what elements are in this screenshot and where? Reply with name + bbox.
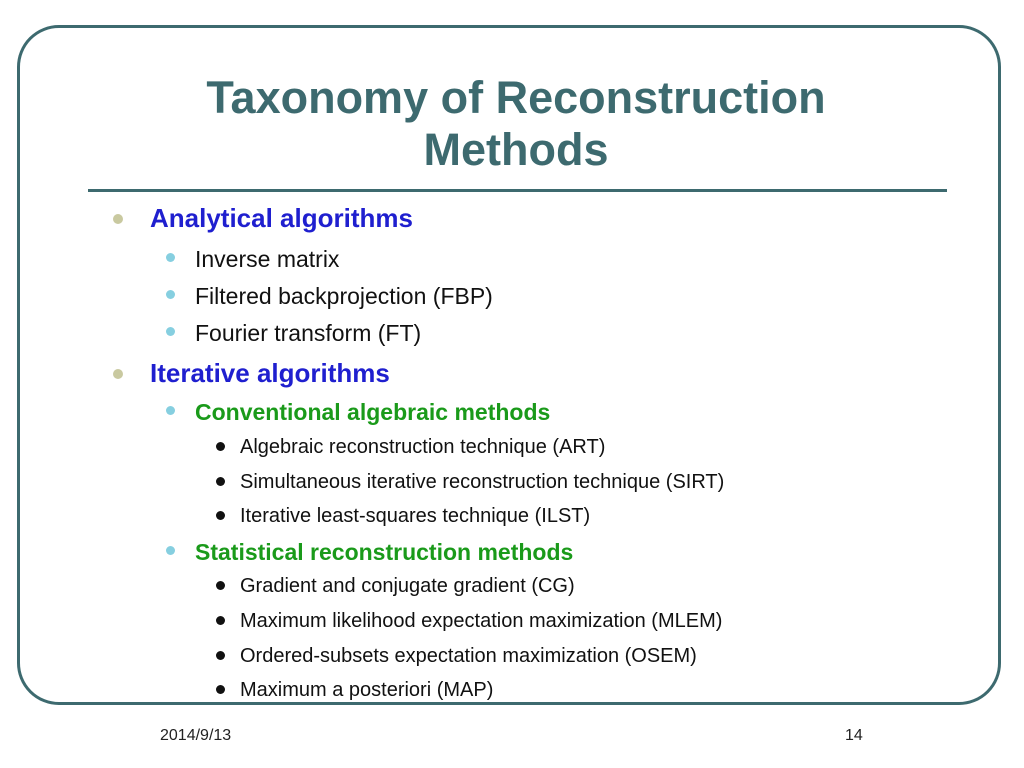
- bullet-dot-icon: [113, 214, 123, 224]
- slide-title-line-2: Methods: [423, 124, 609, 175]
- list-item-map: [240, 678, 493, 702]
- bullet-dot-icon: [166, 290, 175, 299]
- bullet-dot-icon: [216, 581, 225, 590]
- list-item-art: [240, 435, 605, 459]
- list-item-osem: [240, 644, 697, 668]
- bullet-dot-icon: [166, 546, 175, 555]
- list-item-mlem: [240, 609, 722, 633]
- list-item-ft: [195, 319, 421, 347]
- bullet-dot-icon: [216, 442, 225, 451]
- bullet-dot-icon: [113, 369, 123, 379]
- list-item-text: Fourier transform (FT): [195, 320, 422, 346]
- list-item-iterative-algorithms: [150, 358, 390, 388]
- bullet-dot-icon: [166, 406, 175, 415]
- page-number: 14: [845, 727, 863, 744]
- list-item-cg: [240, 574, 575, 598]
- list-item-text: Gradient and conjugate gradient (CG): [240, 575, 575, 597]
- bullet-dot-icon: [166, 327, 175, 336]
- bullet-dot-icon: [166, 253, 175, 262]
- list-item-sirt: [240, 470, 724, 494]
- bullet-dot-icon: [216, 685, 225, 694]
- list-item-text: Maximum likelihood expectation maximization (MLEM): [240, 610, 723, 632]
- bullet-dot-icon: [216, 511, 225, 520]
- list-item-text: Ordered-subsets expectation maximization (OSEM): [240, 645, 697, 667]
- list-item-text: Algebraic reconstruction technique (ART): [240, 436, 606, 458]
- list-item-conventional-algebraic: [195, 398, 550, 426]
- list-item-text: Conventional algebraic methods: [195, 399, 551, 425]
- list-item-text: Filtered backprojection (FBP): [195, 283, 493, 309]
- bullet-dot-icon: [216, 651, 225, 660]
- slide-title-line-1: Taxonomy of Reconstruction: [206, 72, 826, 123]
- list-item-text: Statistical reconstruction methods: [195, 539, 574, 565]
- list-item-ilst: [240, 504, 590, 528]
- list-item-analytical-algorithms: [150, 203, 413, 233]
- list-item-text: Iterative algorithms: [150, 358, 390, 388]
- list-item-statistical-reconstruction: [195, 538, 573, 566]
- footer-date: 2014/9/13: [160, 727, 232, 744]
- list-item-inverse-matrix: [195, 245, 339, 273]
- list-item-text: Inverse matrix: [195, 246, 340, 272]
- bullet-dot-icon: [216, 477, 225, 486]
- list-item-fbp: [195, 282, 493, 310]
- list-item-text: Maximum a posteriori (MAP): [240, 679, 494, 701]
- list-item-text: Iterative least-squares technique (ILST): [240, 505, 591, 527]
- list-item-text: Analytical algorithms: [150, 203, 413, 233]
- bullet-dot-icon: [216, 616, 225, 625]
- list-item-text: Simultaneous iterative reconstruction technique (SIRT): [240, 471, 725, 493]
